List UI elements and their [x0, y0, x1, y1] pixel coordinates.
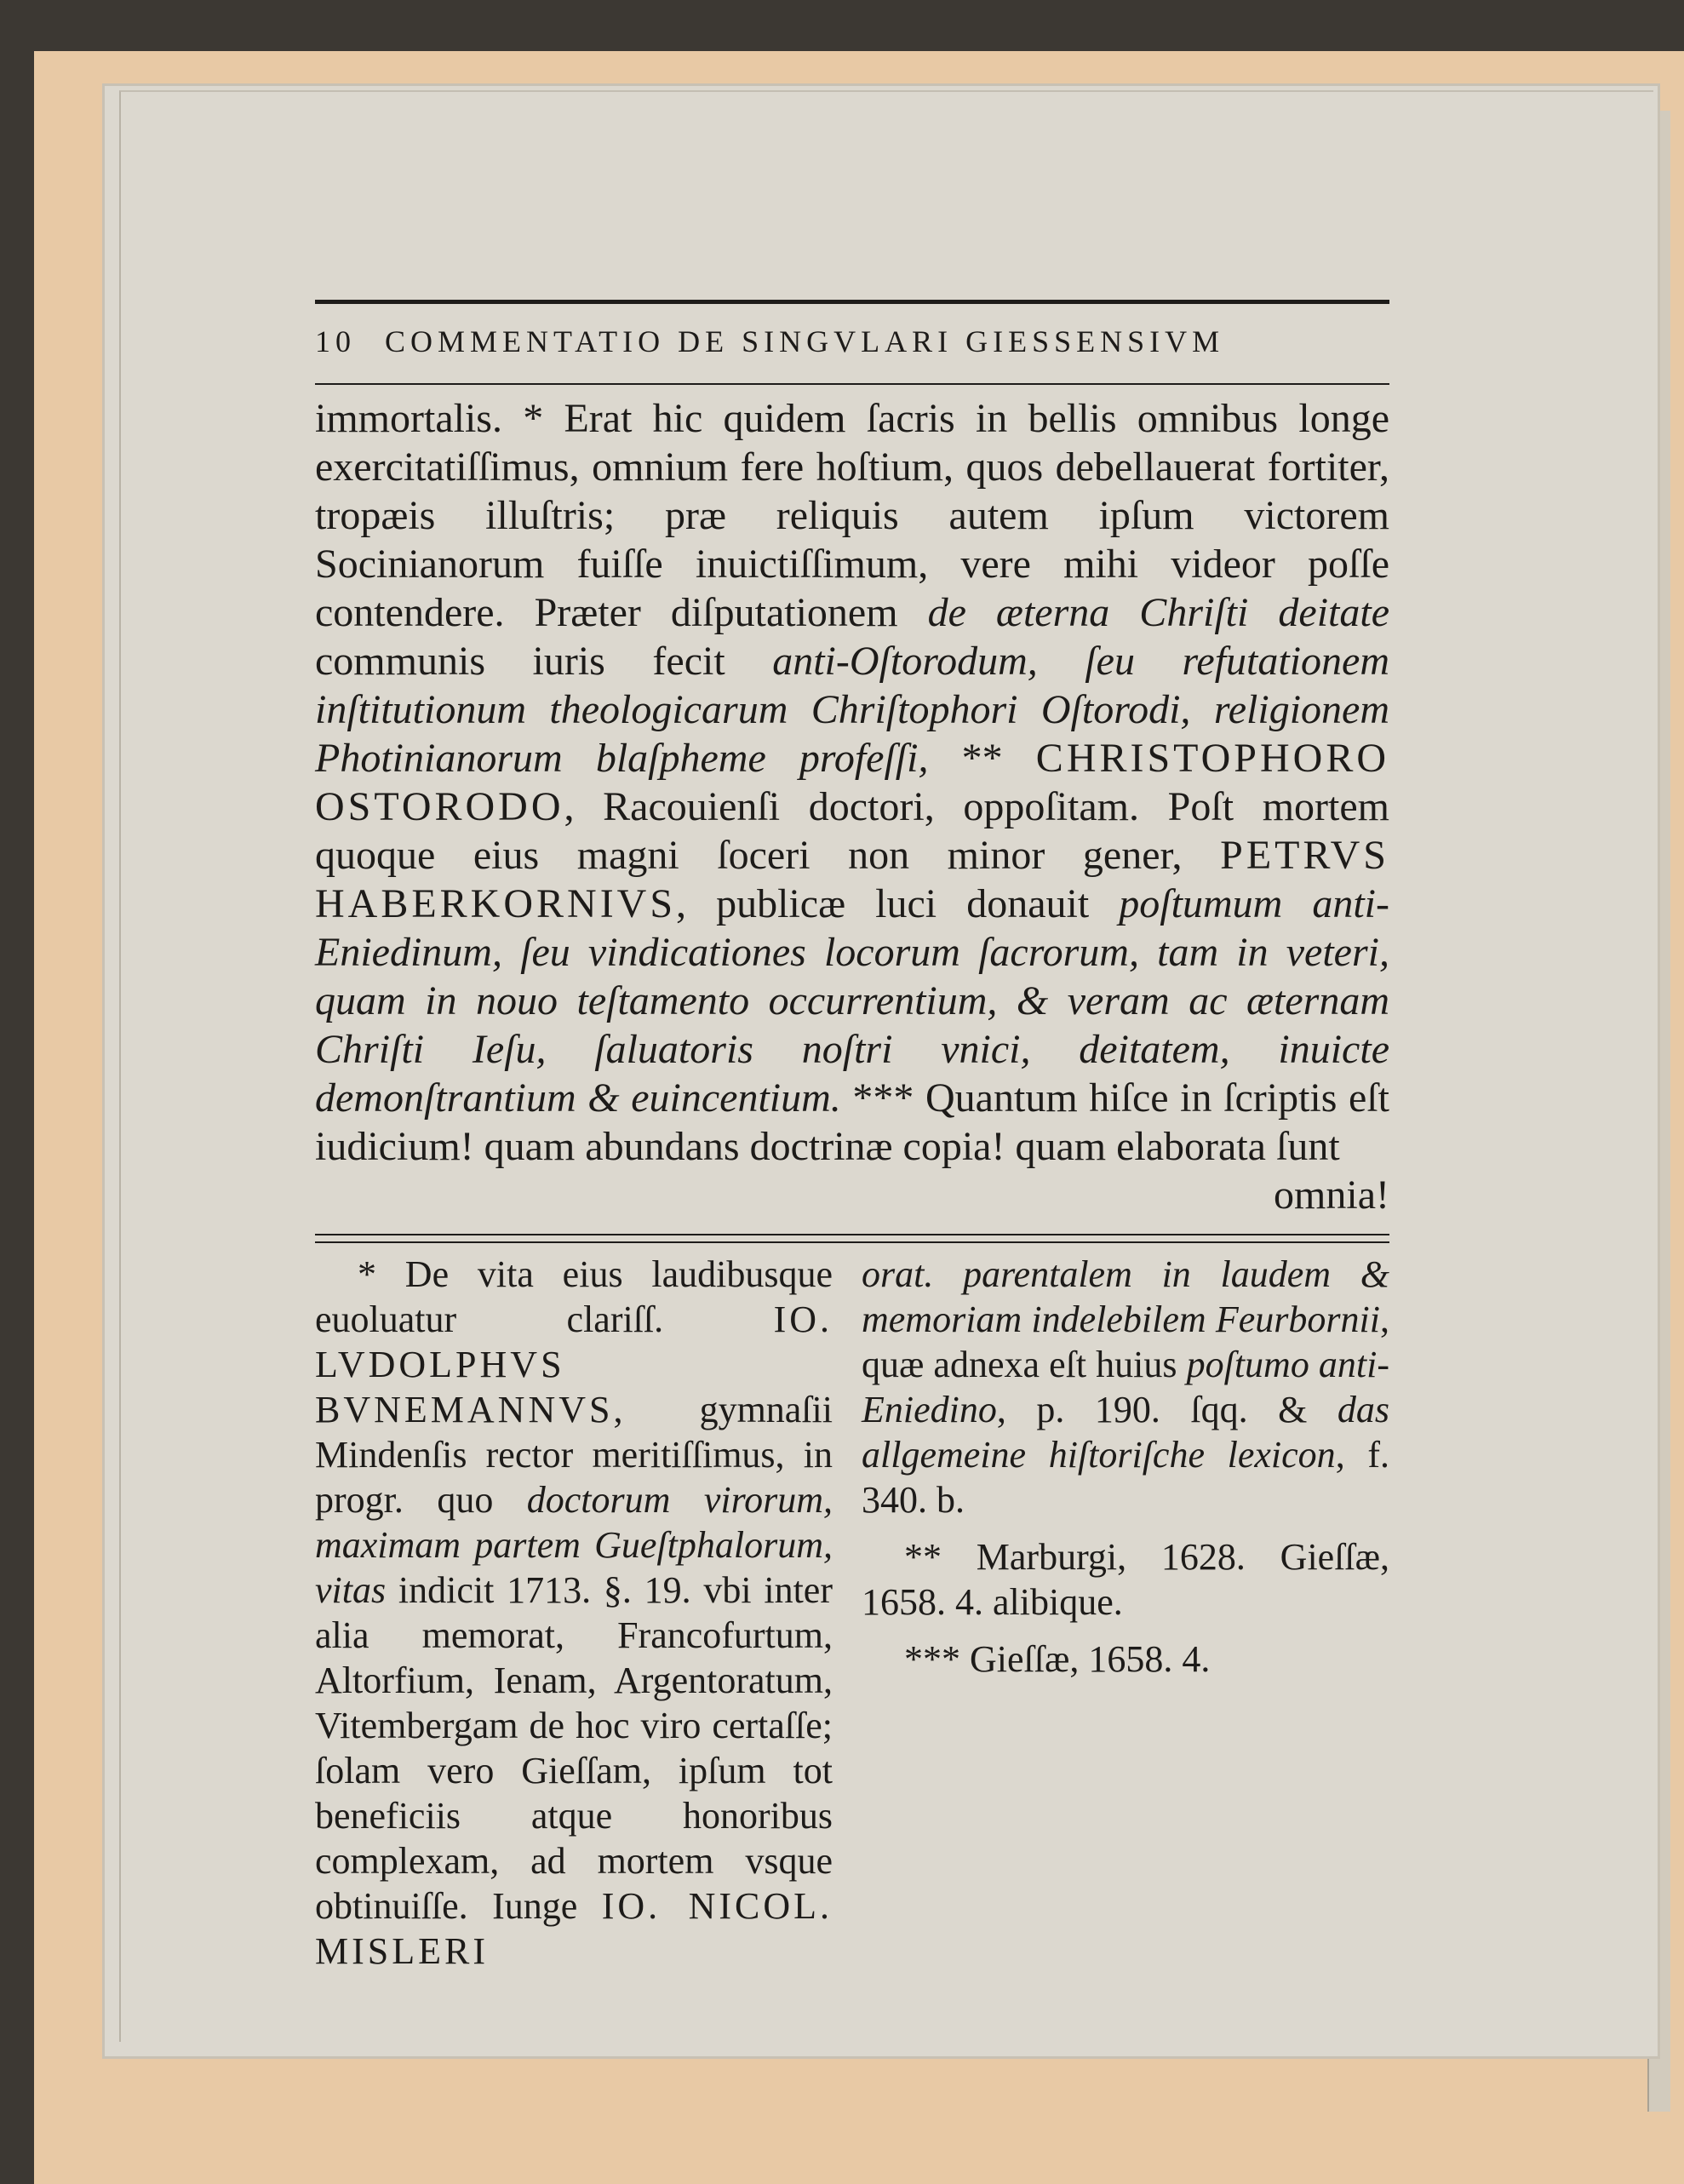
- text-run: * De vita eius laudibusque euoluatur clariſſ.: [315, 1253, 833, 1340]
- text-run: indicit 1713. §. 19. vbi inter alia memorat, Francofurtum, Altorfium, Ienam, Argentoratum, Vitembergam de hoc viro certaſſe; ſolam vero Gieſſam, ipſum tot beneficiis atque honoribus complexam, ad mortem vsque obtinuiſſe. Iunge: [315, 1569, 833, 1927]
- main-text: [315, 394, 1389, 1219]
- text-run: , quæ adnexa eſt huius: [862, 1298, 1389, 1385]
- italic-run: doctorum virorum, maximam partem Gueſtphalorum, vitas: [315, 1479, 833, 1611]
- footnote-column-left: [315, 1252, 833, 1974]
- footnote-column-right: [862, 1252, 1389, 1682]
- running-title: COMMENTATIO DE SINGVLARI GIESSENSIVM: [385, 324, 1225, 358]
- italic-run: das allgemeine hiſtoriſche lexicon: [862, 1389, 1389, 1476]
- footnote-1-continued: [862, 1252, 1389, 1522]
- italic-run: de æterna Chriſti deitate: [927, 590, 1389, 635]
- final-word: omnia!: [1274, 1172, 1389, 1218]
- header-top-rule: [315, 300, 1389, 304]
- page-number: 10: [315, 324, 356, 358]
- footnote-rule: [315, 1234, 1389, 1235]
- italic-run: poſtumo anti-Eniedino: [862, 1344, 1390, 1430]
- small-caps-name: CHRISTOPHORO OSTORODO: [315, 736, 1389, 829]
- main-paragraph: [315, 394, 1389, 1171]
- footnote-rule-2: [315, 1241, 1389, 1243]
- text-run: , p. 190. ſqq. &: [996, 1389, 1337, 1430]
- italic-run: anti-Oſtorodum, ſeu refutationem inſtitutionum theologicarum Chriſtophori Oſtorodi, religionem Photinianorum blaſpheme profeſſi,: [315, 639, 1390, 781]
- small-caps-name: IO. NICOL. MISLERI: [315, 1885, 833, 1972]
- text-run: immortalis. * Erat hic quidem ſacris in bellis omnibus longe exercitatiſſimus, omnium fere hoſtium, quos debellauerat fortiter, tropæis illuſtris; præ reliquis autem ipſum victorem Socinianorum fuiſſe inuictiſſimum, vere mihi videor poſſe contendere. Præter diſputationem: [315, 396, 1389, 635]
- running-head: [315, 324, 1389, 375]
- text-run: , Racouienſi doctori, oppoſitam. Poſt mortem quoque eius magni ſoceri non minor gener,: [315, 784, 1389, 878]
- text-run: *** Quantum hiſce in ſcriptis eſt iudicium! quam abundans doctrinæ copia! quam elaborata ſunt: [315, 1075, 1389, 1169]
- footnote-2: ** Marburgi, 1628. Gieſſæ, 1658. 4. alibique.: [862, 1536, 1389, 1623]
- italic-run: orat. parentalem in laudem & memoriam indelebilem Feurbornii: [862, 1253, 1389, 1340]
- footnote-1: [315, 1252, 833, 1974]
- text-run: communis iuris fecit: [315, 639, 773, 684]
- footnote-mark: **: [928, 736, 1036, 781]
- header-bottom-rule: [315, 383, 1389, 385]
- text-run: , f. 340. b.: [862, 1434, 1389, 1521]
- footnote-3: *** Gieſſæ, 1658. 4.: [904, 1638, 1211, 1680]
- italic-run: poſtumum anti-Eniedinum, ſeu vindicationes locorum ſacrorum, tam in veteri, quam in nouo teſtamento occurrentium, & veram ac æternam Chriſti Ieſu, ſaluatoris noſtri vnici, deitatem, inuicte demonſtrantium & euincentium.: [315, 881, 1389, 1121]
- small-caps-name: PETRVS HABERKORNIVS: [315, 833, 1389, 926]
- small-caps-name: IO. LVDOLPHVS BVNEMANNVS: [315, 1298, 833, 1430]
- text-run: , gymnaſii Mindenſis rector meritiſſimus, in progr. quo: [315, 1389, 833, 1521]
- text-run: , publicæ luci donauit: [676, 881, 1120, 926]
